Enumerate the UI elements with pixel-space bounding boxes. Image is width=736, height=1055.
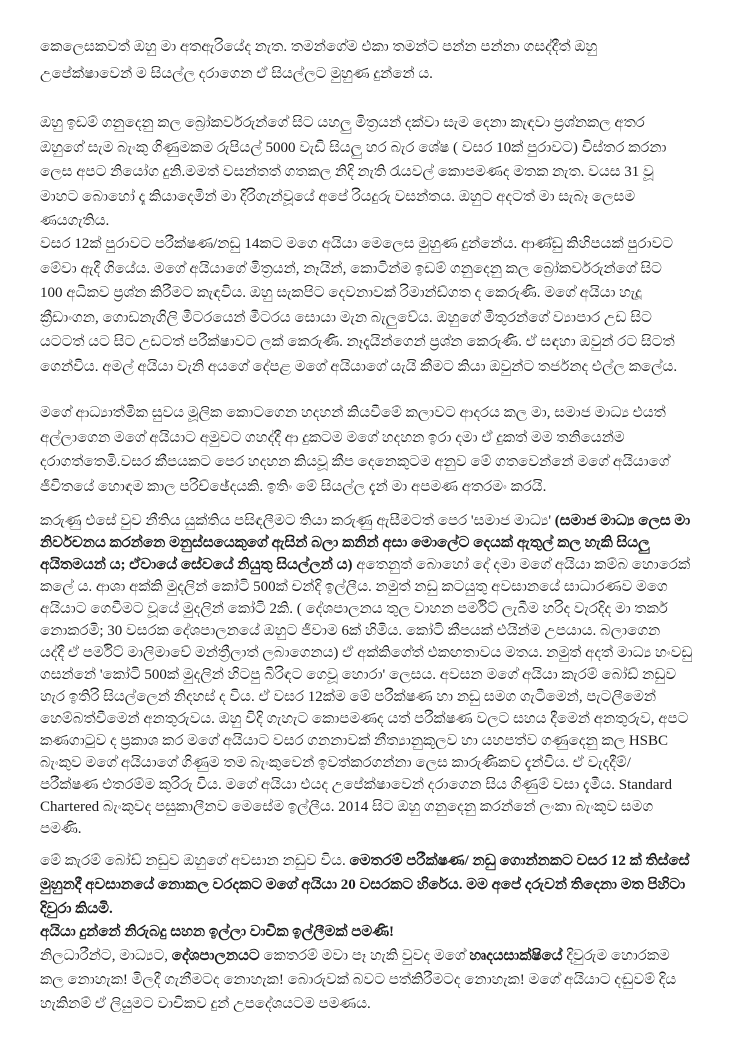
text-segment: කෙලෙසකවත් ඔහු මා අතඇරියේද නැත. තමන්ගේම එකා තමන්ට පන්න පන්නා ගසද්දීත් ඔහු	[40, 39, 598, 55]
paragraph-4	[40, 401, 702, 499]
text-line	[40, 620, 702, 642]
text-line	[40, 475, 702, 500]
paragraph-1	[40, 34, 702, 88]
text-line	[40, 664, 702, 686]
paragraph-2	[40, 111, 702, 234]
text-line	[40, 426, 702, 451]
text-line	[40, 576, 702, 598]
text-line	[40, 510, 702, 532]
text-segment: 100 අධිකව ප්‍රශ්න කිරීමට කැඳවිය. ඔහු සැකපිට දෙවනාවක් රිමාන්ඩ්ගත ද කෙරුණි. මගේ අයියා හැදූ	[40, 285, 642, 301]
text-line	[40, 774, 702, 796]
bold-text-segment: නිර්වචනය කරන්නෙ මනුස්සයෙකුගේ ඇසින් බලා කනින් අසා මොලේට දෙයක් ඇතුල් කල හැකි සියලු	[40, 535, 650, 551]
text-line	[40, 818, 702, 840]
text-segment: හෙම්බත්වීමෙන් අනතුරුවය. ඔහු විදි ගැහැට කොපමණද යත් පරීක්ෂණ වලට සහය දීමෙන් අනතුරුව, අපට	[40, 711, 689, 727]
paragraph-6	[40, 850, 702, 1017]
text-line	[40, 34, 702, 61]
text-line	[40, 969, 702, 993]
text-line	[40, 993, 702, 1017]
text-line	[40, 598, 702, 620]
bold-text-segment: මුහුනදී අවසානයේ නොකල වරදකට මගේ අයියා 20 වසරකට හිරේය. මම අපේ දරුවන් තිදෙනා මත පිහිටා	[40, 876, 686, 893]
paragraph-5	[40, 510, 702, 840]
text-line	[40, 281, 702, 306]
text-line	[40, 642, 702, 664]
text-line	[40, 874, 702, 898]
text-segment: යද්දී ඒ පර්මිට් මාලිමාවේ මන්ත්‍රීලාත් ලබාගෙනය) ඒ අක්කිගේත් එකඟතාවය මතය. නමුත් අදත් මාධ්‍ය හංවඩු	[40, 645, 693, 661]
text-segment: කරුණු එසේ වුව නීතිය යුක්තිය පසිඳලීමට තියා කරුණු ඇසීමටත් පෙර 'සමාජ මාධ්‍ය'	[40, 513, 555, 529]
text-line	[40, 450, 702, 475]
text-segment: Chartered බැංකුවද පසුකාලීනව මෙසේම ඉල්ලීය. 2014 සිට ඔහු ගනුදෙනු කරන්නේ ලංකා බැංකුව සමග	[40, 799, 654, 815]
text-segment: මගේ ආධ්‍යාත්මික සුවය මූලික කොටගෙන හදහන් කියවීමේ කලාවට ආදරය කල මා, සමාජ මාධ්‍ය එයත්	[40, 405, 666, 421]
text-line	[40, 708, 702, 730]
text-segment: අල්ලාගෙන මගේ අයියාට අමුවට ගහද්දී ආ දුකටම මගේ හදහන ඉරා දමා ඒ දුකත් මම තනියෙන්ම	[40, 429, 625, 446]
bold-text-segment: දිවුරා කියමි.	[40, 900, 113, 917]
text-line	[40, 945, 702, 969]
text-segment: උපේක්ෂාවෙන් ම සියල්ල දරාගෙන ඒ සියල්ලට මුහුණ දුන්නේ ය.	[40, 66, 433, 82]
text-line	[40, 185, 702, 210]
text-segment: ක්‍රීඩාංගන, ගොඩනැගිලි මීටරයෙන් මීටරය සොයා මැන බැලුවේය. ඔහුගේ මිතුරන්ගේ ව්‍යාපාර උඩ සිට	[40, 309, 652, 326]
text-line	[40, 796, 702, 818]
text-segment: දිවුරුම හොරකම	[562, 948, 670, 965]
text-segment: දරාගත්තෙමි.වසර කීපයකට පෙර හදහන කියවූ කීප දෙනෙකුටම අනුව මේ ගතවෙන්නේ මගේ අයියාගේ	[40, 454, 670, 470]
text-segment: කලේ ය. ආශා අක්කි මුදලින් කෝටි 500ක් චන්දි ඉල්ලීය. නමුත් නඩු කටයුතු අවසානයේ සාධාරණව මගෙ	[40, 579, 668, 595]
text-line	[40, 232, 702, 257]
text-line	[40, 257, 702, 282]
text-segment: කල නොහැක! මිලදී ගැනීමටද නොහැක! බොරුවක් බවට පත්කිරීමටද නොහැක! මගේ අයියාට දඬුවම් දිය	[40, 971, 677, 988]
bold-text-segment: හෘදයසාක්ෂියේ	[469, 948, 563, 965]
text-segment: ගෙන්විය. අමල් අයියා වැනි අයගේ දේපළ මගේ අයියාගේ යැයි කීමට කියා ඔවුන්ට තර්ජනද එල්ල කලේය.	[40, 358, 678, 375]
text-line	[40, 921, 702, 945]
text-line	[40, 306, 702, 331]
text-segment: කෙතරම් මවා පෑ හැකි වුවද මගේ	[259, 948, 470, 965]
text-line	[40, 355, 702, 380]
text-segment: අයියාට ගෙවීමට වූයේ මුදලින් කෝටි 2කි. ( දේශපාලනය තුල වාහන පර්මිට් ලැබීම හරිද වැරදිද මා තර්ක	[40, 601, 668, 617]
text-segment: ඔහු ඉඩම් ගනුදෙනු කල බ්‍රෝකර්වරුන්ගේ සිට යහලු මිත්‍රයන් දක්වා සැම දෙනා කැඳවා ප්‍රශ්නකල අතර	[40, 115, 645, 131]
text-segment: නොකරමි; 30 වසරක දේශපාලනයේ ඔහුට ජීවාම 6ක් හිමිය. කෝටි කීපයක් එයින්ම උපයාය. බලාගෙන	[40, 623, 661, 639]
text-line	[40, 111, 702, 136]
text-segment: වසර 12ක් පුරාවට පරීක්ෂණ/නඩු 14කට මගෙ අයියා මෙලෙස මුහුණ දුන්නේය. ආණ්ඩු කිහිපයක් පුරාවට	[40, 236, 674, 252]
text-line	[40, 136, 702, 161]
bold-text-segment: මෙතරම් පරීක්ෂණ/ නඩු ගොන්නකට වසර 12 ක් තිස්සේ	[349, 853, 690, 869]
text-line	[40, 532, 702, 554]
text-segment: බැංකුව මගේ අයියාගේ ගිණුම තම බැංකුවෙන් ඉවත්කරගන්නා ලෙස කාරුණිකව දැන්විය. ඒ වැදදීම්/	[40, 755, 631, 771]
text-line	[40, 730, 702, 752]
text-segment: පමණි.	[40, 821, 82, 837]
text-line	[40, 401, 702, 426]
text-segment: යටටත් යට සිට උඩටත් පරීක්ෂාවට ලක් කෙරුණි. නෑදෑයින්ගෙන් ප්‍රශ්න කෙරුණි. ඒ සඳහා ඔවුන් රට සිටත්	[40, 334, 675, 350]
text-segment: කණගාටුව ද ප්‍රකාශ කර මගේ අයියාට වසර ගනනාවක් නීත්‍යානුකූලව හා යහපත්ව ගණුදෙනු කල HSBC	[40, 733, 668, 749]
text-line	[40, 752, 702, 774]
bold-text-segment: දේශපාලනයට	[171, 948, 260, 965]
text-segment: ඔහුගේ සැම බැංකු ගිණුමකම රුපියල් 5000 වැඩි සියලු හර බැර ශේෂ ( වසර 10ක් පුරාවට) විස්තර කරනා	[40, 139, 667, 156]
text-segment: හැකිනම් ඒ ලියුමට වාචිකව දුන් උපදේශයටම පමණය.	[40, 995, 371, 1012]
text-line	[40, 850, 702, 874]
text-segment: ජීවිතයේ හොඳම කාල පරිච්ඡේදයකි. ඉතිං මේ සියල්ල දැන් මා අපමණ අතරමං කරයි.	[40, 478, 547, 495]
text-segment: හැර ඉතිරි සියල්ලෙන් නිදහස් ද විය. ඒ වසර 12ක්ම මේ පරීක්ෂණ හා නඩු සමග ගැටීමෙන්, පැටලීමෙන්	[40, 689, 657, 705]
text-line	[40, 686, 702, 708]
bold-text-segment: අයිතමයන් ය; ඒවායේ සේවයේ නියුතු සියල්ලන් ය)	[40, 557, 353, 573]
text-segment: ගසන්නේ 'කෝටි 500ක් මුදලින් හිටපු බිරිඳට ගෙවූ හොරා' ලෙසය. අවසන මගේ අයියා කැරම් බෝඩ් නඩුව	[40, 667, 677, 683]
text-segment: නිලධාරීන්ට, මාධ්‍යට,	[40, 948, 172, 965]
text-segment: ණයගැතිය.	[40, 213, 110, 229]
bold-text-segment: අයියා දුන්නේ නිරුබදු සහන ඉල්ලා වාචික ඉල්ලීමක් පමණි!	[40, 924, 395, 941]
text-segment: මේ කැරම් බෝඩ් නඩුව ඔහුගේ අවසාන නඩුව විය.	[40, 853, 350, 869]
text-line	[40, 330, 702, 355]
bold-text-segment: (සමාජ මාධ්‍ය ලෙස මා	[554, 513, 691, 529]
text-line	[40, 160, 702, 185]
text-line	[40, 554, 702, 576]
text-line	[40, 898, 702, 922]
text-line	[40, 61, 702, 88]
text-segment: ලෙස අපට නියෝග දුනි.මමත් වසන්තත් ගතකල නිදි නැති රැයවල් කොපමණද මතක නැත. වයස 31 වූ	[40, 164, 654, 180]
text-segment: මාහට බොහෝ දෑ කියාදෙමින් මා දිරිගැන්වූයේ අපේ රියදුරු වසන්තය. ඔහුට අදටත් මා සැබෑ ලෙසම	[40, 188, 636, 205]
text-segment: මේවා ඇදී ගියේය. මගේ අයියාගේ මිත්‍රයන්, නෑයින්, කොටින්ම ඉඩම් ගනුදෙනු කල බ්‍රෝකර්වරුන්ගේ සිට	[40, 260, 662, 277]
text-line	[40, 209, 702, 234]
text-segment: පරීක්ෂණ එතරම්ම කුරිරු විය. මගේ අයියා එයද උපේක්ෂාවෙන් දරාගෙන සිය ගිණුම් වසා දැමීය. Standard	[40, 777, 673, 793]
paragraph-3	[40, 232, 702, 379]
text-segment: අතෙනුත් බොහෝ දේ දමා මගේ අයියා කම්බ හොරෙක්	[352, 557, 691, 573]
